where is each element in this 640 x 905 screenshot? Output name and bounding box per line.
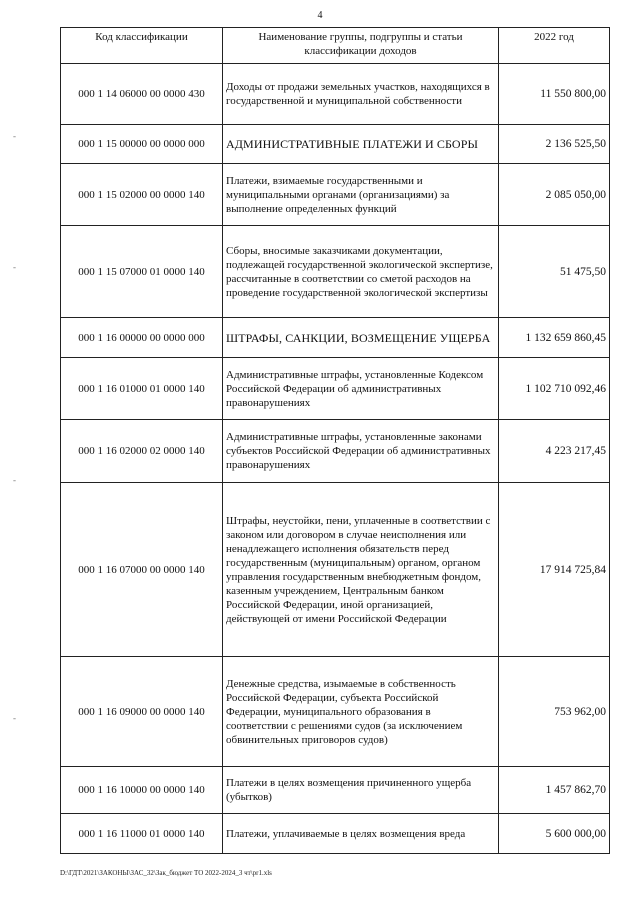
revenue-table [60,27,610,854]
row-value: 1 102 710 092,46 [499,358,610,420]
row-name: Денежные средства, изымаемые в собственность Российской Федерации, субъекта Российской Федерации, муниципального образования в соответствии с решениями судов (за исключением обвинительных приговоров судов) [223,657,499,767]
table-row [61,64,610,125]
row-code: 000 1 16 09000 00 0000 140 [61,657,223,767]
margin-mark: - [13,475,16,485]
row-value: 51 475,50 [499,226,610,318]
row-name: Административные штрафы, установленные Кодексом Российской Федерации об административных правонарушениях [223,358,499,420]
row-name: Платежи, взимаемые государственными и муниципальными органами (организациями) за выполнение определенных функций [223,164,499,226]
row-value: 2 085 050,00 [499,164,610,226]
row-name: Платежи, уплачиваемые в целях возмещения вреда [223,814,499,854]
row-name: Сборы, вносимые заказчиками документации, подлежащей государственной экологической экспертизе, рассчитанные в соответствии со сметой расходов на проведение государственной экологической экспертизы [223,226,499,318]
table-row [61,483,610,657]
header-year: 2022 год [499,28,610,64]
row-code: 000 1 16 11000 01 0000 140 [61,814,223,854]
table-row [61,814,610,854]
row-name: Доходы от продажи земельных участков, находящихся в государственной и муниципальной собственности [223,64,499,125]
row-code: 000 1 16 02000 02 0000 140 [61,420,223,483]
row-value: 1 132 659 860,45 [499,318,610,358]
margin-mark: - [13,262,16,272]
file-path-footer: D:\ГДТ\2021\ЗАКОНЫ\ЗАС_32\Зак_бюджет ТО 2022-2024_3 чт\pr1.xls [60,869,272,877]
row-code: 000 1 16 07000 00 0000 140 [61,483,223,657]
row-value: 2 136 525,50 [499,125,610,164]
row-value: 5 600 000,00 [499,814,610,854]
row-name: АДМИНИСТРАТИВНЫЕ ПЛАТЕЖИ И СБОРЫ [223,125,499,164]
row-code: 000 1 16 00000 00 0000 000 [61,318,223,358]
table-row [61,125,610,164]
row-value: 753 962,00 [499,657,610,767]
header-name: Наименование группы, подгруппы и статьи классификации доходов [223,28,499,64]
table-row [61,358,610,420]
table-row [61,226,610,318]
row-value: 1 457 862,70 [499,767,610,814]
row-code: 000 1 15 00000 00 0000 000 [61,125,223,164]
page-number: 4 [317,10,323,21]
row-code: 000 1 14 06000 00 0000 430 [61,64,223,125]
row-name: Административные штрафы, установленные законами субъектов Российской Федерации об административных правонарушениях [223,420,499,483]
row-code: 000 1 16 10000 00 0000 140 [61,767,223,814]
row-value: 11 550 800,00 [499,64,610,125]
table-header-row [61,28,610,64]
row-name: Платежи в целях возмещения причиненного ущерба (убытков) [223,767,499,814]
row-value: 17 914 725,84 [499,483,610,657]
table-row [61,657,610,767]
table-row [61,767,610,814]
row-code: 000 1 15 02000 00 0000 140 [61,164,223,226]
row-code: 000 1 16 01000 01 0000 140 [61,358,223,420]
header-code: Код классификации [61,28,223,64]
row-name: ШТРАФЫ, САНКЦИИ, ВОЗМЕЩЕНИЕ УЩЕРБА [223,318,499,358]
row-value: 4 223 217,45 [499,420,610,483]
table-row [61,318,610,358]
table-row [61,164,610,226]
margin-mark: - [13,131,16,141]
row-code: 000 1 15 07000 01 0000 140 [61,226,223,318]
row-name: Штрафы, неустойки, пени, уплаченные в соответствии с законом или договором в случае неисполнения или ненадлежащего исполнения обязательств перед государственным (муниципальным) органом, органом управления государственным внебюджетным фондом, казенным учреждением, Центральным банком Российской Федерации, иной организацией, действующей от имени Российской Федерации [223,483,499,657]
table-row [61,420,610,483]
margin-mark: - [13,713,16,723]
